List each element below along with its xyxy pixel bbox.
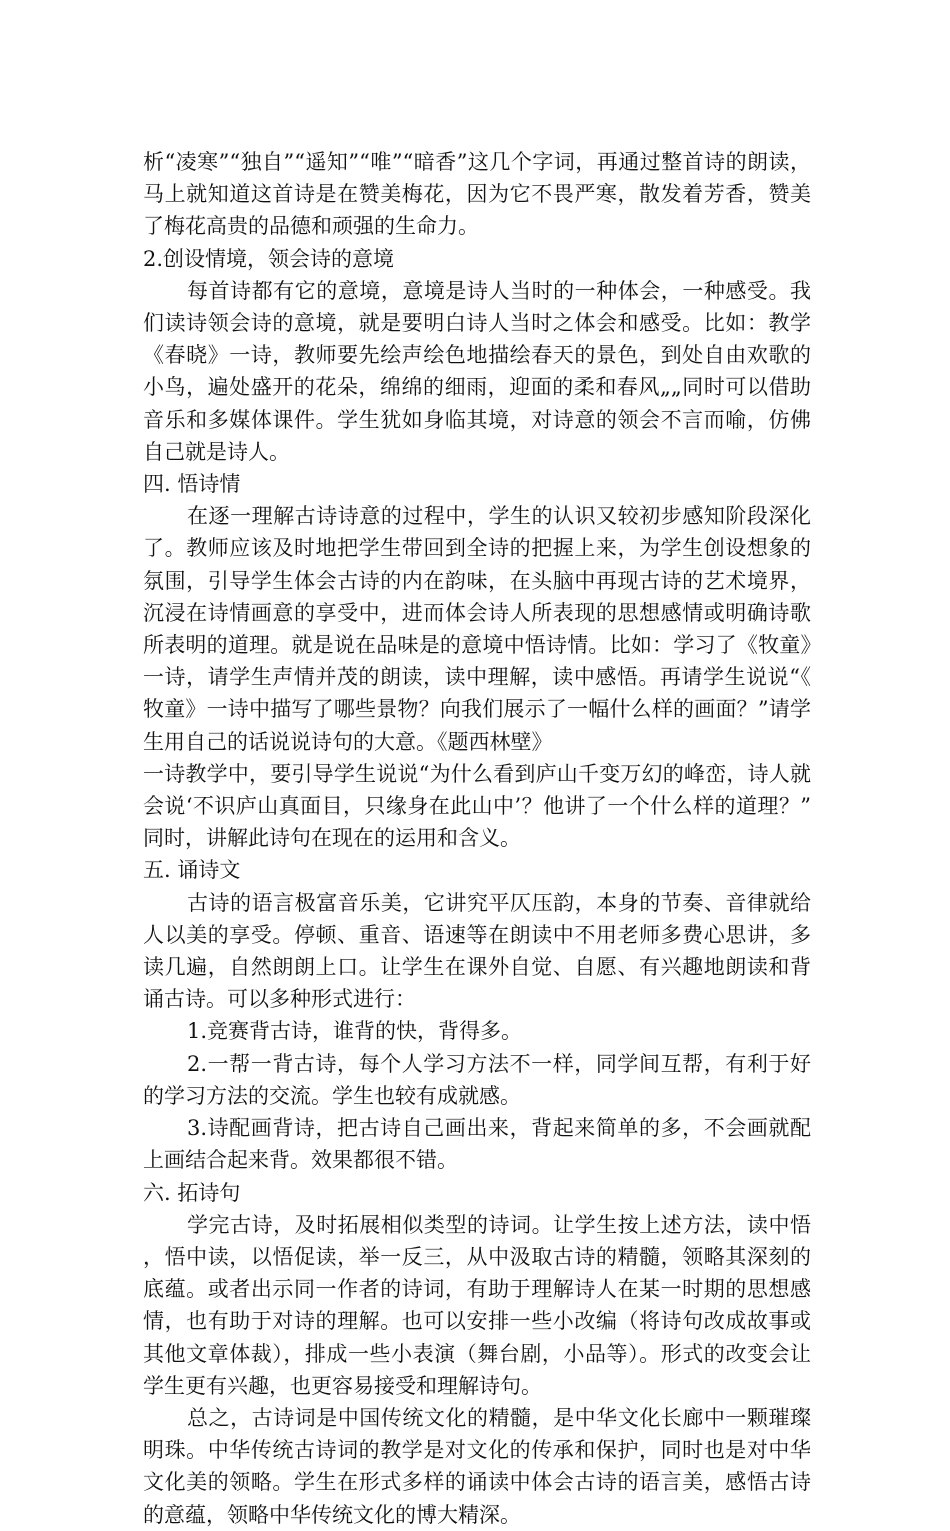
list-item-1: 1.竞赛背古诗，谁背的快，背得多。 [187, 1019, 523, 1044]
paragraph-poem-feeling: 在逐一理解古诗诗意的过程中，学生的认识又较初步感知阶段深化了。教师应该及时地把学生带回到全诗的把握上来，为学生创设想象的氛围，引导学生体会古诗的内在韵味，在头脑中再现古诗的艺术境界，沉浸在诗情画意的享受中，进而体会诗人所表现的思想感情或明确诗歌所表明的道理。就是说在品味是的意境中悟诗情。比如：学习了《牧童》一诗，请学生声情并茂的朗读，读中理解，读中感悟。再请学生说说“《牧童》一诗中描写了哪些景物？向我们展示了一幅什么样的画面？”请学生用自己的话说说诗句的大意。《题西林壁》 [143, 504, 811, 754]
paragraph-recitation: 古诗的语言极富音乐美，它讲究平仄压韵，本身的节奏、音律就给人以美的享受。停顿、重音、语速等在朗读中不用老师多费心思讲，多读几遍，自然朗朗上口。让学生在课外自觉、自愿、有兴趣地朗读和背诵古诗。可以多种形式进行： [143, 890, 811, 1012]
document-body [143, 146, 811, 1531]
section-heading-6: 六. 拓诗句 [143, 1180, 241, 1205]
paragraph-conclusion: 总之，古诗词是中国传统文化的精髓，是中华文化长廊中一颗璀璨明珠。中华传统古诗词的教学是对文化的传承和保护，同时也是对中华文化美的领略。学生在形式多样的诵读中体会古诗的语言美，感悟古诗的意蕴，领略中华传统文化的博大精深。 [143, 1405, 811, 1527]
list-item-3: 3.诗配画背诗，把古诗自己画出来，背起来简单的多，不会画就配上画结合起来背。效果都很不错。 [143, 1116, 811, 1173]
paragraph-artistic-conception: 每首诗都有它的意境，意境是诗人当时的一种体会，一种感受。我们读诗领会诗的意境，就是要明白诗人当时之体会和感受。比如：教学《春晓》一诗，教师要先绘声绘色地描绘春天的景色，到处自由欢歌的小鸟，遍处盛开的花朵，绵绵的细雨，迎面的柔和春风„„同时可以借助音乐和多媒体课件。学生犹如身临其境，对诗意的领会不言而喻，仿佛自己就是诗人。 [143, 278, 811, 464]
subheading-create-scene: 2.创设情境，领会诗的意境 [143, 246, 395, 271]
paragraph-xilin-wall: 一诗教学中，要引导学生说说“为什么看到庐山千变万幻的峰峦，诗人就会说‘不识庐山真面目，只缘身在此山中’？他讲了一个什么样的道理？”同时，讲解此诗句在现在的运用和含义。 [143, 761, 811, 851]
paragraph-continued: 析“凌寒”“独自”“遥知”“唯”“暗香”这几个字词，再通过整首诗的朗读，马上就知道这首诗是在赞美梅花，因为它不畏严寒，散发着芳香，赞美了梅花高贵的品德和顽强的生命力。 [143, 150, 811, 239]
section-heading-4: 四. 悟诗情 [143, 472, 241, 497]
list-item-2: 2.一帮一背古诗，每个人学习方法不一样，同学间互帮，有利于好的学习方法的交流。学生也较有成就感。 [143, 1051, 811, 1108]
section-heading-5: 五. 诵诗文 [143, 858, 241, 883]
paragraph-extension: 学完古诗，及时拓展相似类型的诗词。让学生按上述方法，读中悟，悟中读，以悟促读，举一反三，从中汲取古诗的精髓，领略其深刻的底蕴。或者出示同一作者的诗词，有助于理解诗人在某一时期的思想感情，也有助于对诗的理解。也可以安排一些小改编（将诗句改成故事或其他文章体裁），排成一些小表演（舞台剧，小品等）。形式的改变会让学生更有兴趣，也更容易接受和理解诗句。 [143, 1212, 811, 1398]
